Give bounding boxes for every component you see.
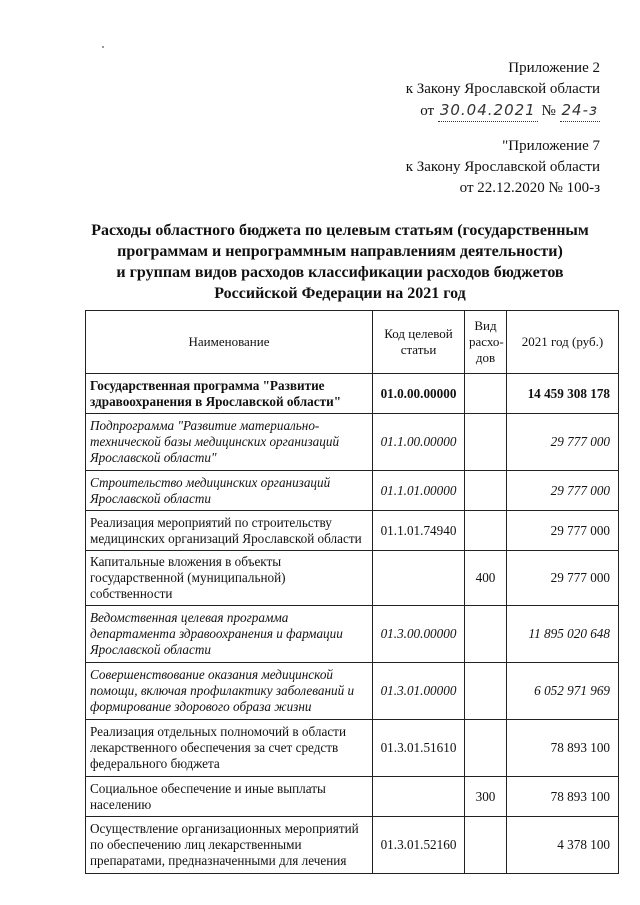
title-line: Расходы областного бюджета по целевым статьям (государственным [91,222,589,239]
appendix-7-law: к Закону Ярославской области [405,159,600,175]
row-name: Капитальные вложения в объекты государственной (муниципальной) собственности [86,551,373,606]
title-line: и группам видов расходов классификации расходов бюджетов [116,264,564,281]
header-code: Код целевой статьи [373,311,465,374]
title-line: Российской Федерации на 2021 год [214,285,466,302]
row-code: 01.3.01.00000 [373,663,465,720]
row-code [373,551,465,606]
row-code: 01.1.01.74940 [373,511,465,551]
row-name: Совершенствование оказания медицинской помощи, включая профилактику заболеваний и формирование здорового образа жизни [86,663,373,720]
row-code: 01.3.01.52160 [373,817,465,874]
appendix-2-law: к Закону Ярославской области [405,81,600,97]
row-name: Ведомственная целевая программа департамента здравоохранения и фармации Ярославской области [86,606,373,663]
row-name: Реализация мероприятий по строительству медицинских организаций Ярославской области [86,511,373,551]
header-amount: 2021 год (руб.) [507,311,619,374]
date-prefix: от [420,103,435,119]
row-code: 01.1.00.00000 [373,414,465,471]
row-amount: 29 777 000 [507,511,619,551]
table-row [86,471,619,511]
row-name: Осуществление организационных мероприятий по обеспечению лиц лекарственными препаратами, предназначенными для лечения [86,817,373,874]
scan-speck [102,46,104,48]
table-row [86,817,619,874]
row-name: Строительство медицинских организаций Ярославской области [86,471,373,511]
row-amount: 14 459 308 178 [507,374,619,414]
row-amount: 4 378 100 [507,817,619,874]
row-type [465,720,507,777]
table-header-row [86,311,619,374]
row-name: Реализация отдельных полномочий в области лекарственного обеспечения за счет средств федерального бюджета [86,720,373,777]
row-type [465,663,507,720]
handwritten-date: 30.04.2021 [438,100,538,122]
row-type: 400 [465,551,507,606]
title-line: программам и непрограммным направлениям деятельности) [117,243,563,260]
table-row [86,663,619,720]
number-prefix: № [541,103,556,119]
appendix-7-label: "Приложение 7 [502,138,600,154]
table-row [86,551,619,606]
row-type [465,511,507,551]
row-code: 01.3.00.00000 [373,606,465,663]
appendix-7-header [406,136,600,199]
appendix-2-date-line [420,100,600,122]
appendix-7-date: от 22.12.2020 № 100-з [459,180,600,196]
row-type [465,817,507,874]
row-type: 300 [465,777,507,817]
table-row [86,606,619,663]
row-amount: 29 777 000 [507,414,619,471]
row-type [465,606,507,663]
document-title [60,220,620,304]
row-name: Государственная программа "Развитие здравоохранения в Ярославской области" [86,374,373,414]
row-amount: 78 893 100 [507,777,619,817]
header-name: Наименование [86,311,373,374]
table-row [86,777,619,817]
table-row [86,374,619,414]
appendix-2-header [406,58,600,122]
row-type [465,471,507,511]
row-code: 01.0.00.00000 [373,374,465,414]
row-amount: 29 777 000 [507,471,619,511]
handwritten-number: 24-з [560,100,600,122]
table-row [86,511,619,551]
row-amount: 78 893 100 [507,720,619,777]
row-code: 01.3.01.51610 [373,720,465,777]
table-row [86,720,619,777]
row-code [373,777,465,817]
row-name: Социальное обеспечение и иные выплаты населению [86,777,373,817]
row-type [465,374,507,414]
header-type: Вид расхо-дов [465,311,507,374]
budget-table [85,310,619,874]
table-row [86,414,619,471]
row-amount: 11 895 020 648 [507,606,619,663]
row-amount: 6 052 971 969 [507,663,619,720]
row-amount: 29 777 000 [507,551,619,606]
appendix-2-label: Приложение 2 [508,60,600,76]
row-code: 01.1.01.00000 [373,471,465,511]
row-type [465,414,507,471]
row-name: Подпрограмма "Развитие материально-технической базы медицинских организаций Ярославской области" [86,414,373,471]
